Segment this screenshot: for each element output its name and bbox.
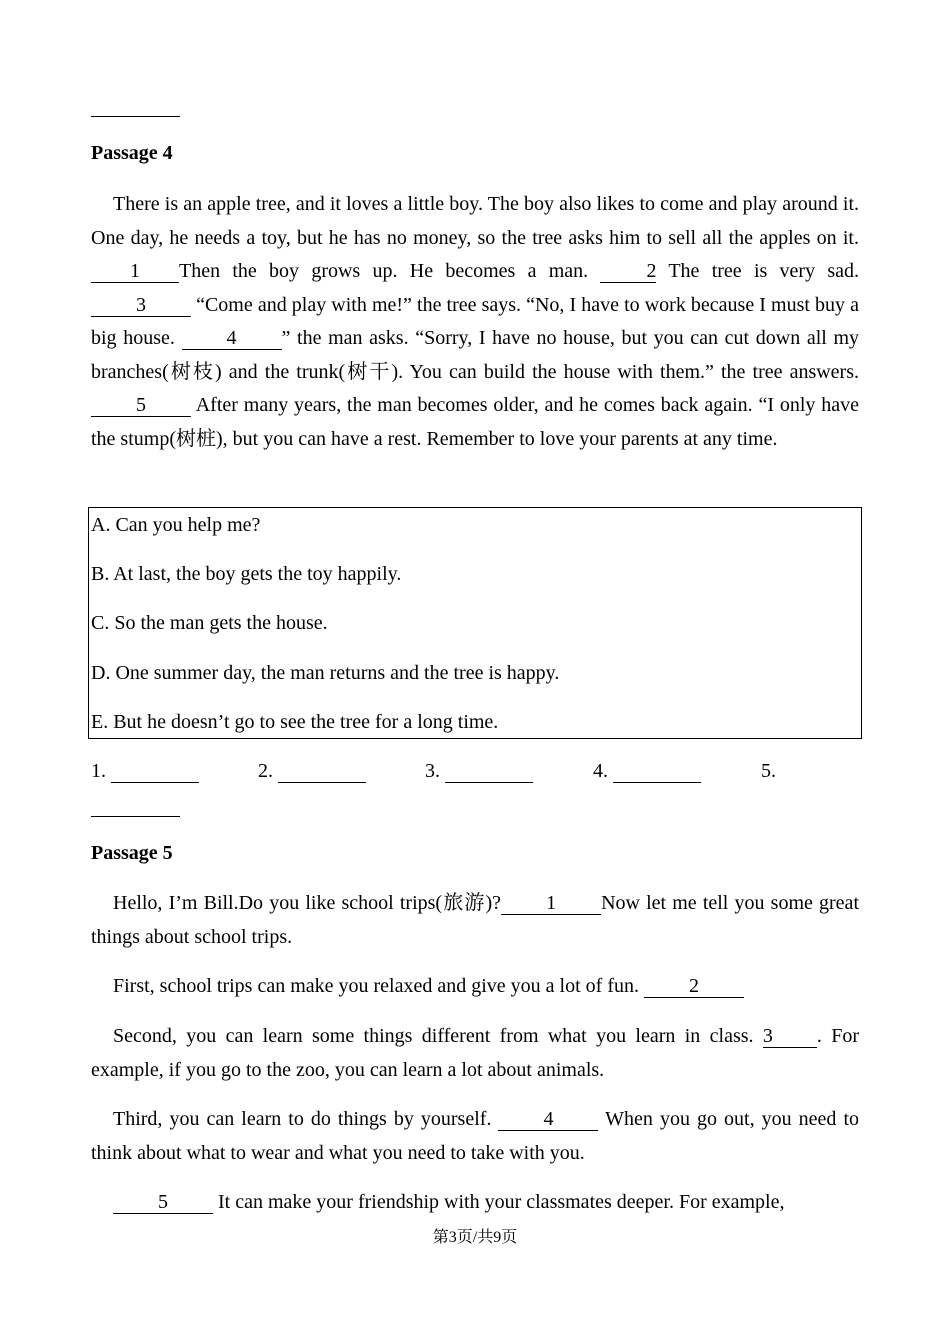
p5-blank-4[interactable]: 4 — [498, 1108, 598, 1131]
p5-blank-3[interactable]: 3 — [763, 1025, 817, 1048]
option-d: D. One summer day, the man returns and the tree is happy. — [91, 662, 560, 684]
page-footer: 第3页/共9页 — [432, 1229, 518, 1246]
p5-blank-5[interactable]: 5 — [113, 1191, 213, 1214]
p5-blank-2[interactable]: 2 — [644, 975, 744, 998]
option-e: E. But he doesn’t go to see the tree for a long time. — [91, 711, 499, 733]
blank-3[interactable]: 3 — [91, 294, 191, 317]
answer-1[interactable]: 1. — [91, 760, 199, 783]
passage4-title: Passage 4 — [91, 142, 173, 164]
top-answer-line — [91, 116, 180, 117]
answer-3[interactable]: 3. — [425, 760, 533, 783]
blank-4[interactable]: 4 — [182, 327, 282, 350]
passage4-sentence-3: The tree is very sad. — [668, 260, 860, 282]
options-box — [88, 507, 862, 739]
answer-4[interactable]: 4. — [593, 760, 701, 783]
passage4-sentence-4: “Come and play with me!” the tree says. “No, I have to work because I must buy a big house. — [91, 293, 859, 349]
passage5-title: Passage 5 — [91, 842, 173, 864]
answer-5-line[interactable] — [91, 816, 180, 817]
passage4-sentence-2: Then the boy grows up. He becomes a man. — [179, 260, 589, 282]
passage4-sentence-6: After many years, the man becomes older, and he comes back again. “I only have the stump(树桩), but you can have a rest. Remember to love your parents at any time. — [91, 394, 860, 450]
passage4-sentence-5: ” the man asks. “Sorry, I have no house, but you can cut down all my branches(树枝) and the trunk(树干). You can build the house with them.” the tree answers. — [91, 327, 860, 383]
passage5-para-1: Hello, I’m Bill.Do you like school trips(旅游)? 1 Now let me tell you some great things about school trips. — [91, 892, 859, 948]
option-a: A. Can you help me? — [91, 514, 261, 536]
passage4-body — [91, 188, 859, 456]
passage4-sentence-1: There is an apple tree, and it loves a little boy. The boy also likes to come and play around it. One day, he needs a toy, but he has no money, so the tree asks him to sell all the apples on it. — [91, 193, 859, 249]
answer-2[interactable]: 2. — [258, 760, 366, 783]
blank-5[interactable]: 5 — [91, 394, 191, 417]
passage5-para-2: First, school trips can make you relaxed and give you a lot of fun. 2 — [91, 970, 859, 1004]
passage5-para-3: Second, you can learn some things different from what you learn in class. 3 . For example, if you go to the zoo, you can learn a lot about animals. — [91, 1025, 860, 1081]
option-c: C. So the man gets the house. — [91, 612, 328, 634]
passage5-para-5: 5 It can make your friendship with your classmates deeper. For example, — [91, 1186, 859, 1220]
blank-1[interactable]: 1 — [91, 260, 179, 283]
option-b: B. At last, the boy gets the toy happily. — [91, 563, 402, 585]
passage5-para-4: Third, you can learn to do things by yourself. 4 When you go out, you need to think about what to wear and what you need to take with you. — [91, 1108, 860, 1164]
p5-blank-1[interactable]: 1 — [501, 892, 601, 915]
answer-5[interactable]: 5. — [761, 760, 776, 782]
blank-2[interactable]: 2 — [600, 260, 656, 283]
